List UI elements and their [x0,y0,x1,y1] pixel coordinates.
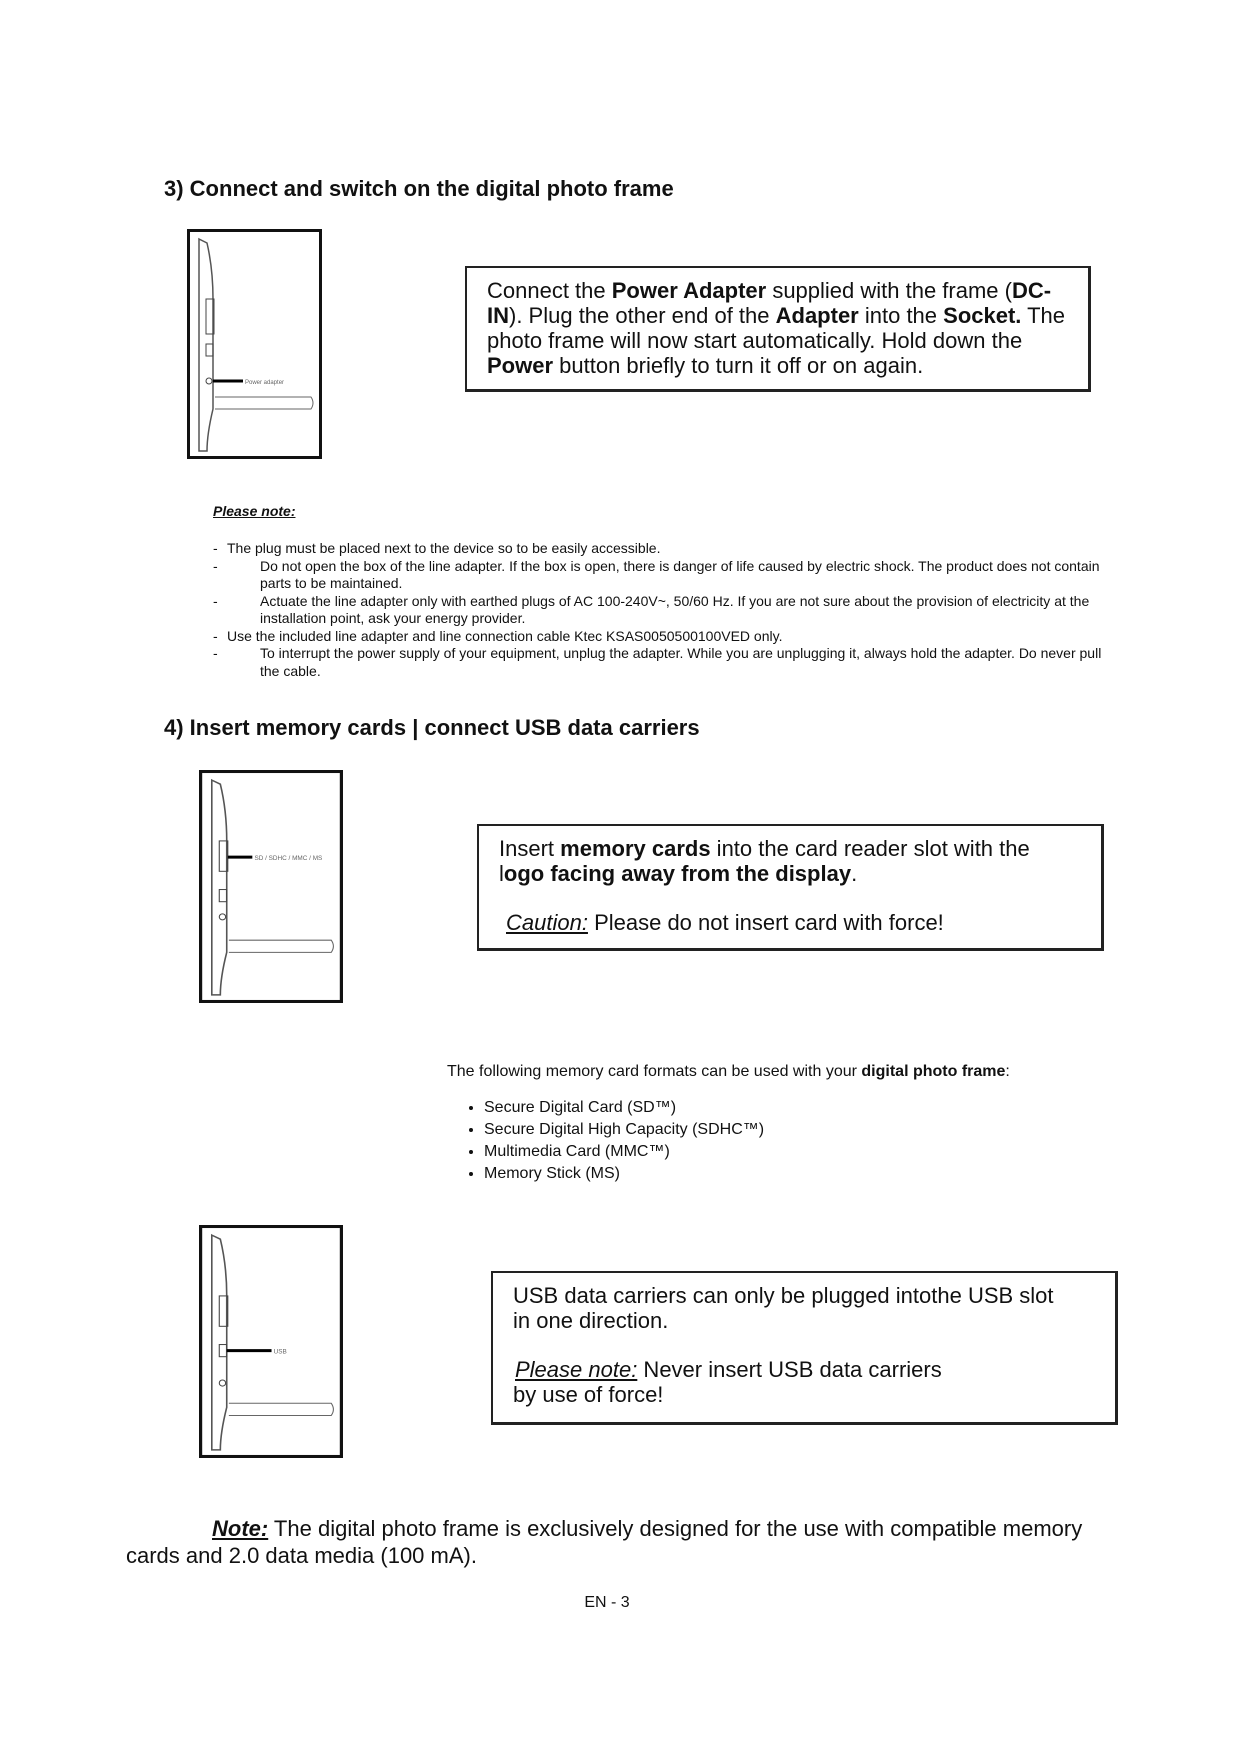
safety-notes-list: - The plug must be placed next to the device so to be easily accessible. - Do not open the box of the line adapter. If the box is open, there is danger of life caused by electric shock. The product does not contain parts to be maintained. - Actuate the line adapter only with earthed plugs of AC 100-240V~, 50/60 Hz. If you are not sure about the provision of electricity at the installation point, ask your energy provider. - Use the included line adapter and line connection cable Ktec KSAS0050500100VED only. - To interrupt the power supply of your equipment, unplug the adapter. While you are unplugging it, always hold the adapter. Do never pull the cable. [213,540,1102,679]
formats-list [447,1097,764,1185]
card-slot-label: SD / SDHC / MMC / MS [254,855,323,863]
format-item: • Secure Digital High Capacity (SDHC™) [484,1119,764,1141]
power-adapter-label: Power adapter [245,380,285,386]
frame-side-diagram-card [199,770,343,1003]
usb-label: USB [273,1348,287,1356]
page-number: EN - 3 [584,1594,630,1611]
format-item: • Secure Digital Card (SD™) [484,1097,764,1119]
frame-side-diagram-usb [199,1225,343,1458]
format-item: • Multimedia Card (MMC™) [484,1141,764,1163]
usb-instructions-box: USB data carriers can only be plugged intothe USB slot in one direction. Please note: Never insert USB data carriers by use of force! [491,1271,1118,1425]
frame-side-diagram-power [187,229,322,459]
format-item: • Memory Stick (MS) [484,1163,764,1185]
section-3-heading: 3) Connect and switch on the digital photo frame [164,176,674,201]
please-note-title: Please note: [213,503,296,519]
footer-note: Note: The digital photo frame is exclusively designed for the use with compatible memory cards and 2.0 data media (100 mA). [126,1516,1083,1568]
memory-card-instructions-box: Insert memory cards into the card reader slot with the logo facing away from the display. Caution: Please do not insert card with force! [477,824,1104,951]
section-4-heading: 4) Insert memory cards | connect USB data carriers [164,715,700,740]
power-instructions-box: Connect the Power Adapter supplied with the frame (DC-IN). Plug the other end of the Adapter into the Socket. The photo frame will now start automatically. Hold down the Power button briefly to turn it off or on again. [465,266,1091,392]
formats-intro: The following memory card formats can be used with your digital photo frame: [447,1063,1010,1080]
